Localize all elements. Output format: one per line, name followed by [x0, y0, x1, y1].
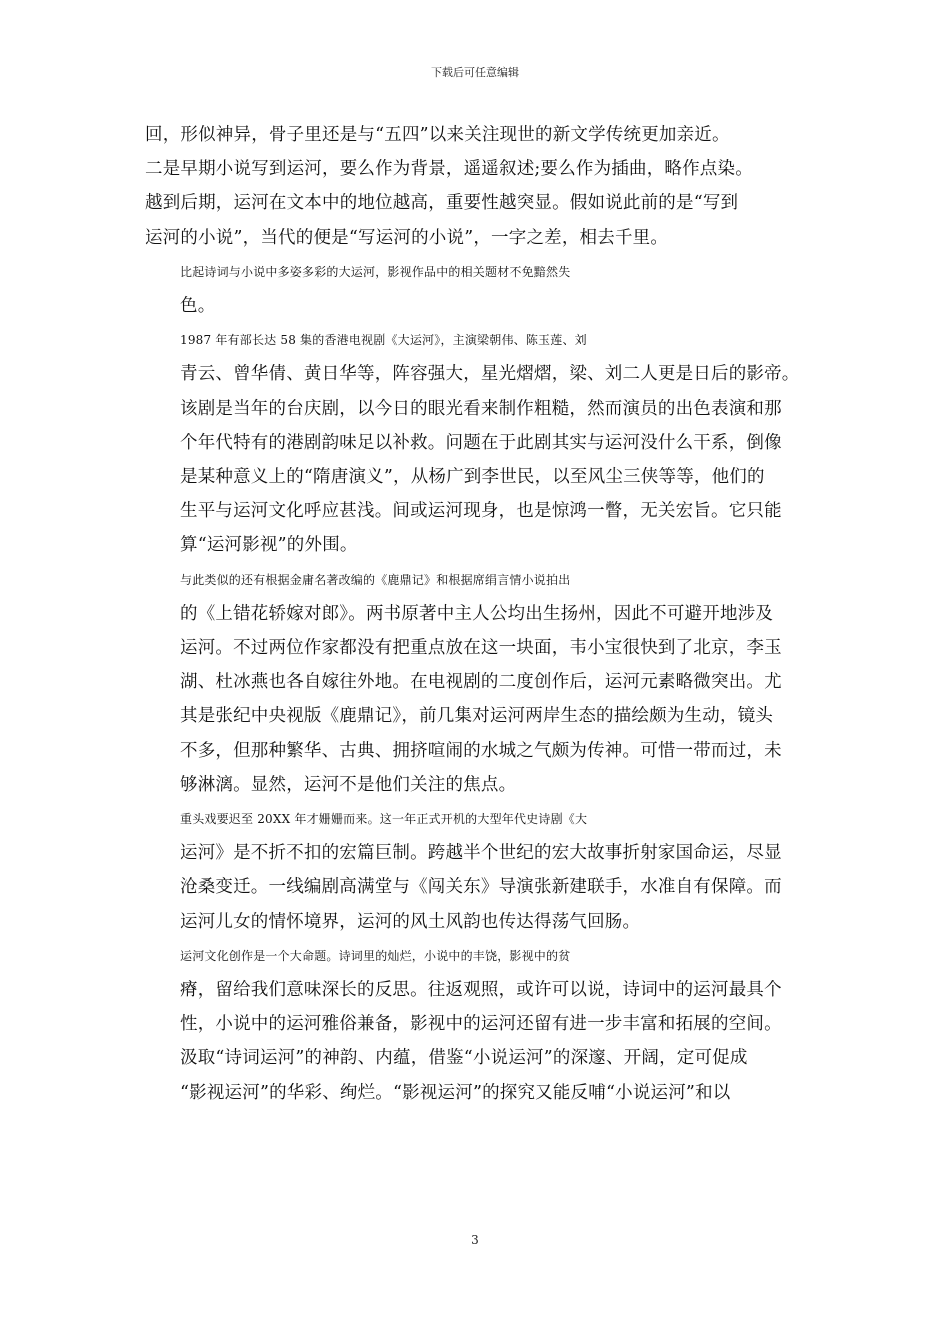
paragraph	[145, 118, 807, 255]
text-line: 与此类似的还有根据金庸名著改编的《鹿鼎记》和根据席绢言情小说拍出	[180, 572, 571, 587]
paragraph	[145, 323, 807, 562]
text-line: 生平与运河文化呼应甚浅。间或运河现身，也是惊鸿一瞥，无关宏旨。它只能	[180, 501, 782, 522]
text-line: 青云、曾华倩、黄日华等，阵容强大，星光熠熠，梁、刘二人更是日后的影帝。	[180, 364, 800, 385]
text-line: 运河的小说”，当代的便是“写运河的小说”，一字之差，相去千里。	[145, 227, 669, 248]
page-header	[0, 66, 950, 80]
text-line: 运河文化创作是一个大命题。诗词里的灿烂，小说中的丰饶，影视中的贫	[180, 948, 571, 963]
text-line: 其是张纪中央视版《鹿鼎记》，前几集对运河两岸生态的描绘颇为生动，镜头	[180, 706, 774, 727]
header-text: 下载后可任意编辑	[431, 66, 519, 79]
page-number-text: 3	[471, 1233, 479, 1247]
text-line: 是某种意义上的“隋唐演义”，从杨广到李世民，以至风尘三侠等等，他们的	[180, 467, 765, 488]
text-line: 运河。不过两位作家都没有把重点放在这一块面，韦小宝很快到了北京，李玉	[180, 638, 782, 659]
text-line: 瘠，留给我们意味深长的反思。往返观照，或许可以说，诗词中的运河最具个	[180, 980, 782, 1001]
text-line: 汲取“诗词运河”的神韵、内蕴，借鉴“小说运河”的深邃、开阔，定可促成	[180, 1048, 748, 1069]
text-line: 个年代特有的港剧韵味足以补救。问题在于此剧其实与运河没什么干系，倒像	[180, 432, 782, 453]
text-line: 运河儿女的情怀境界，运河的风土风韵也传达得荡气回肠。	[180, 911, 641, 932]
text-line: 的《上错花轿嫁对郎》。两书原著中主人公均出生扬州，因此不可避开地涉及	[180, 603, 774, 624]
text-line: 性，小说中的运河雅俗兼备，影视中的运河还留有进一步丰富和拓展的空间。	[180, 1014, 782, 1035]
text-line: 够淋漓。显然，运河不是他们关注的焦点。	[180, 774, 517, 795]
text-line: “影视运河”的华彩、绚烂。“影视运河”的探究又能反哺“小说运河”和以	[180, 1082, 731, 1103]
paragraph	[145, 802, 807, 939]
text-line: 运河》是不折不扣的宏篇巨制。跨越半个世纪的宏大故事折射家国命运，尽显	[180, 843, 782, 864]
text-line: 湖、杜冰燕也各自嫁往外地。在电视剧的二度创作后，运河元素略微突出。尤	[180, 672, 782, 693]
text-line: 算“运河影视”的外围。	[180, 535, 358, 556]
text-line: 1987 年有部长达 58 集的香港电视剧《大运河》，主演梁朝伟、陈玉莲、刘	[180, 333, 587, 348]
text-line: 不多，但那种繁华、古典、拥挤喧闹的水城之气颇为传神。可惜一带而过，未	[180, 740, 782, 761]
text-line: 重头戏要迟至 20XX 年才姗姗而来。这一年正式开机的大型年代史诗剧《大	[180, 812, 588, 827]
paragraph	[145, 939, 807, 1110]
text-line: 越到后期，运河在文本中的地位越高，重要性越突显。假如说此前的是“写到	[145, 193, 739, 214]
text-line: 沧桑变迁。一线编剧高满堂与《闯关东》导演张新建联手，水准自有保障。而	[180, 877, 782, 898]
paragraph	[145, 563, 807, 802]
text-line: 回，形似神异，骨子里还是与“五四”以来关注现世的新文学传统更加亲近。	[145, 125, 730, 145]
text-line: 该剧是当年的台庆剧，以今日的眼光看来制作粗糙，然而演员的出色表演和那	[180, 398, 782, 419]
page-number	[0, 1233, 950, 1247]
paragraph	[145, 255, 807, 323]
text-line: 色。	[180, 296, 216, 317]
text-line: 比起诗词与小说中多姿多彩的大运河，影视作品中的相关题材不免黯然失	[180, 264, 571, 279]
body-text	[145, 118, 807, 1110]
text-line: 二是早期小说写到运河，要么作为背景，遥遥叙述;要么作为插曲，略作点染。	[145, 159, 753, 180]
